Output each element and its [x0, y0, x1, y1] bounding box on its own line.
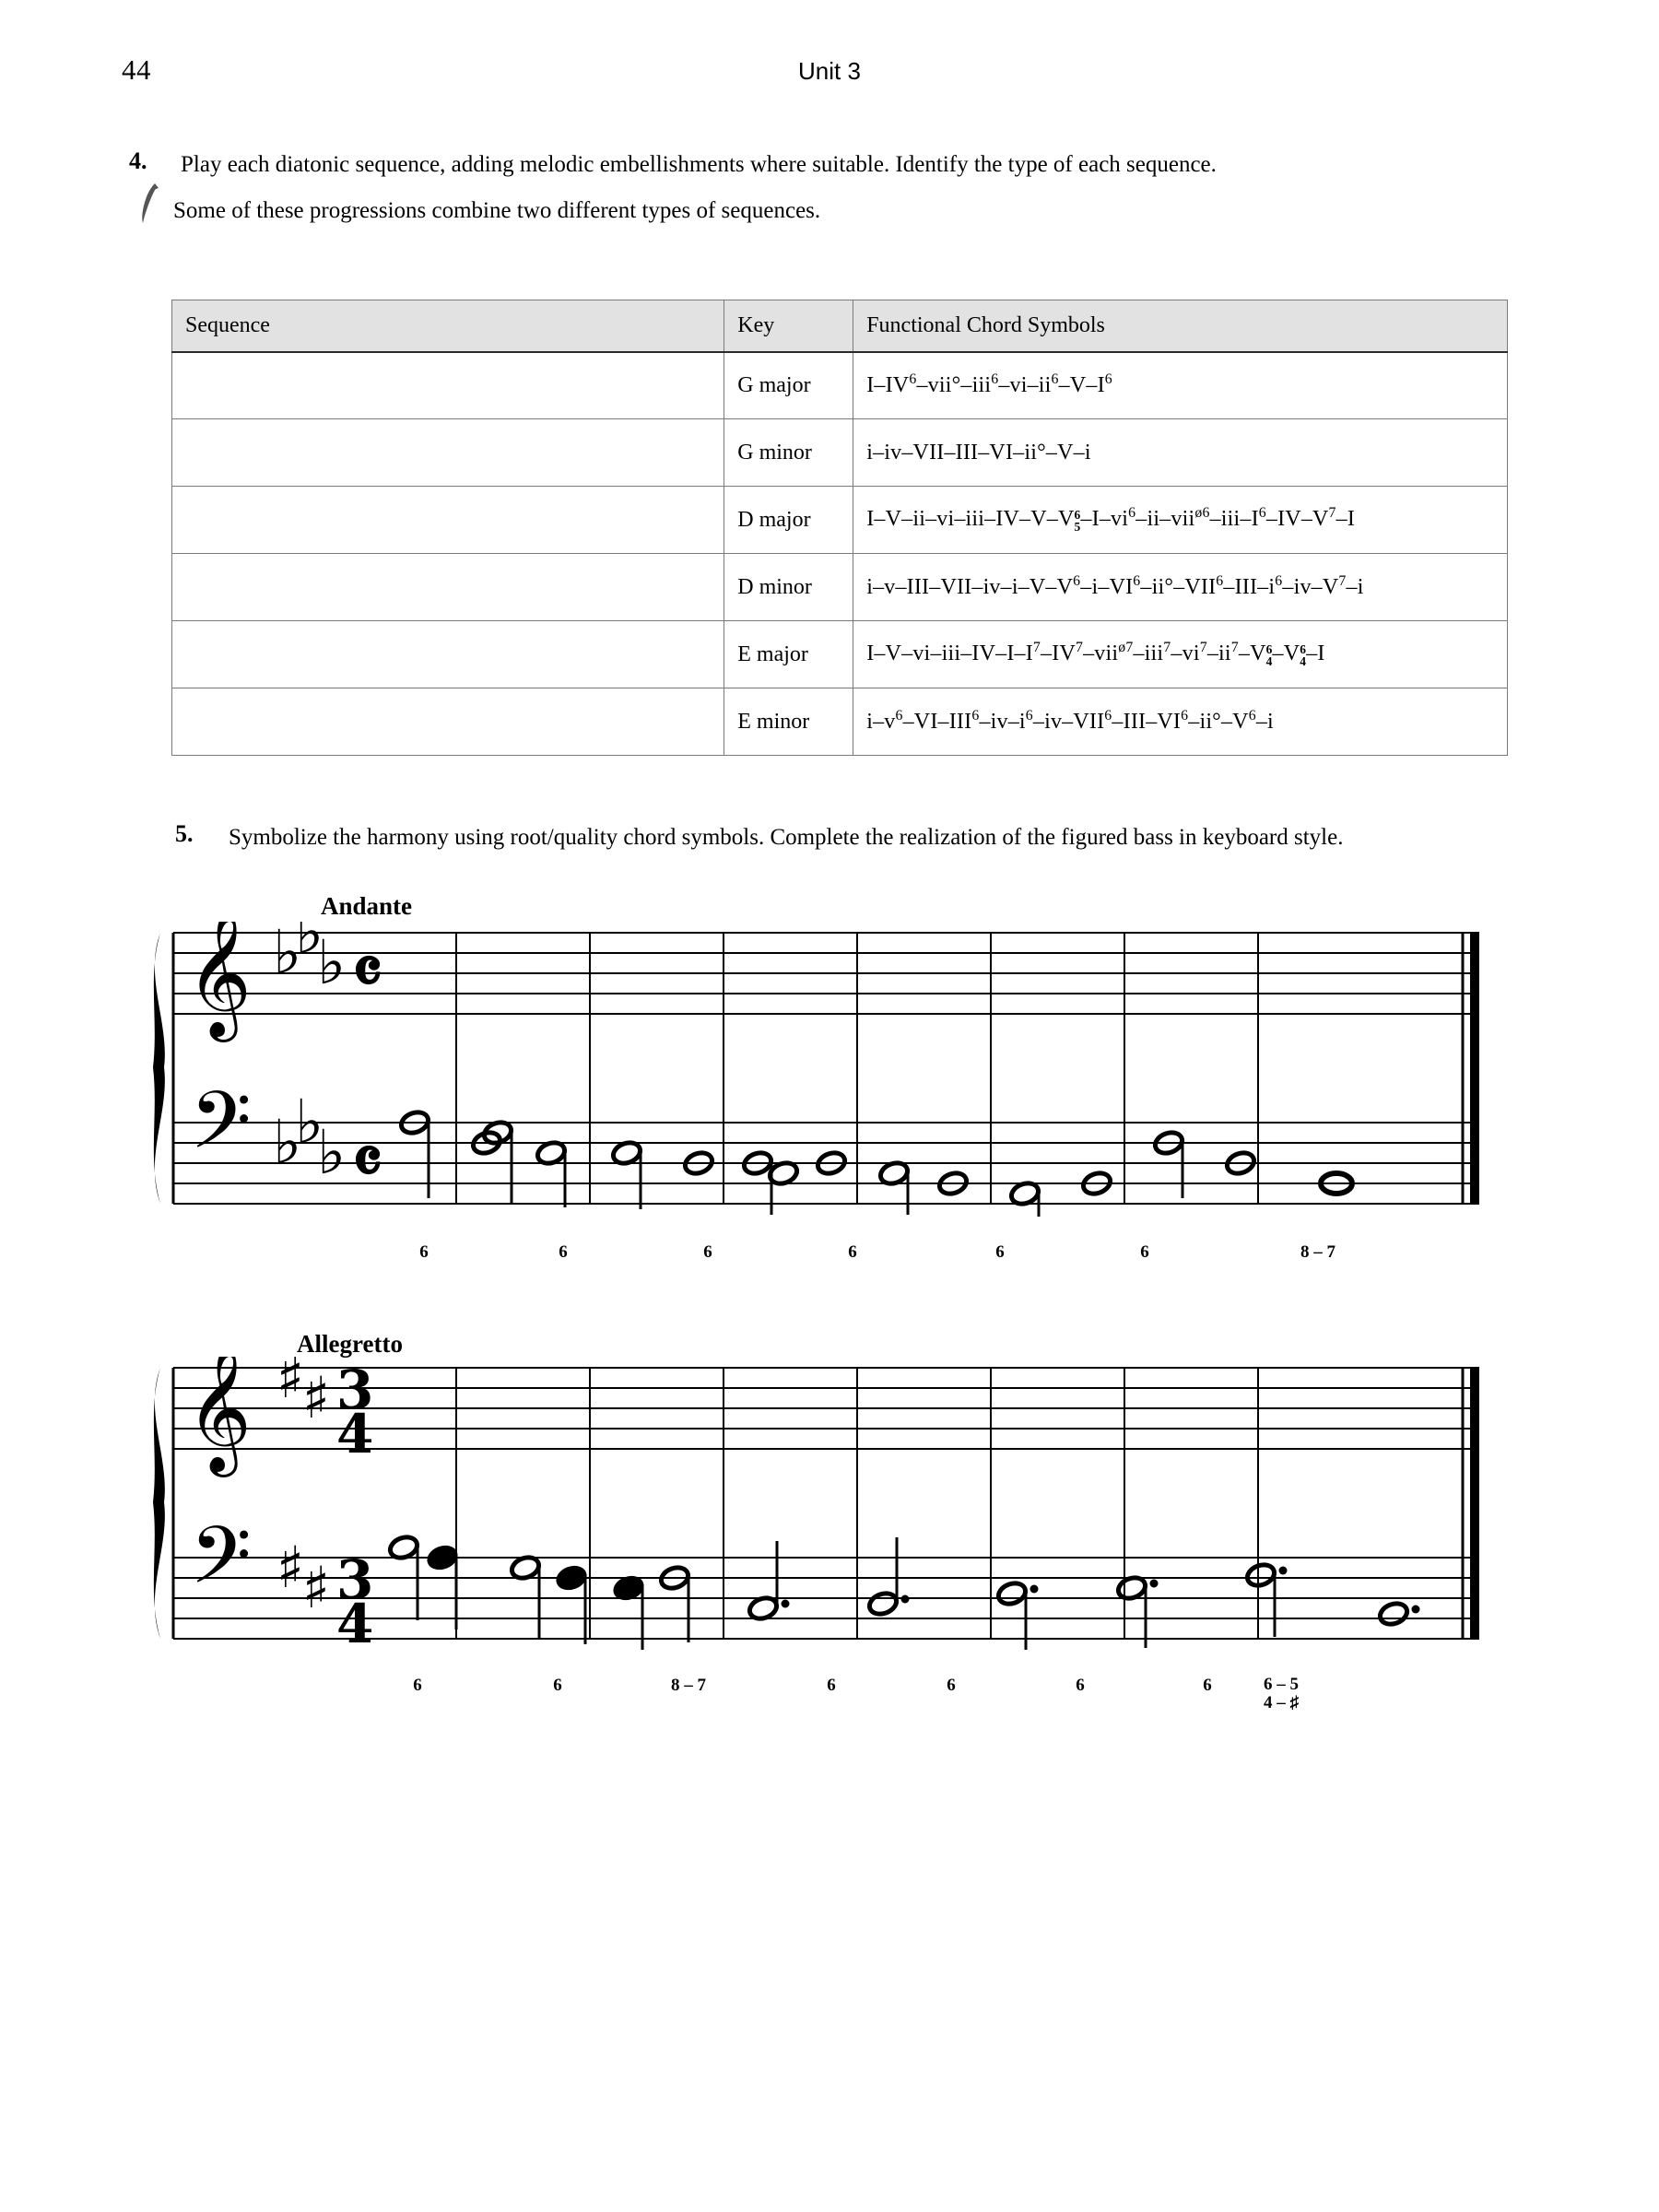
brace-icon: [153, 933, 165, 1204]
quill-icon: [136, 182, 160, 224]
key-cell: E major: [724, 621, 853, 688]
table-row: [172, 688, 1508, 756]
svg-text:♭: ♭: [295, 1087, 324, 1158]
exercise-5-number: 5.: [175, 820, 194, 847]
figure: 6: [413, 1676, 422, 1695]
exercise-4: [129, 147, 1489, 183]
tempo-marking-allegretto: Allegretto: [297, 1330, 403, 1358]
key-cell: D major: [724, 487, 853, 554]
sequence-answer-blank[interactable]: [172, 554, 724, 621]
svg-text:4: 4: [336, 1593, 374, 1652]
running-head: [0, 53, 1659, 90]
page-number: 44: [122, 53, 151, 86]
svg-text:♭: ♭: [295, 922, 324, 968]
exercise-4-note: [173, 198, 1371, 224]
note-head: [509, 1554, 541, 1639]
figure: 6: [419, 1242, 429, 1262]
svg-text:3: 3: [336, 1359, 374, 1421]
figure: 6: [1203, 1676, 1212, 1695]
svg-text:♯: ♯: [276, 1534, 305, 1601]
tempo-marking-andante: Andante: [321, 892, 413, 920]
table-header-row: [172, 300, 1508, 352]
key-signature-treble: [276, 1357, 330, 1431]
svg-text:♭: ♭: [273, 1107, 302, 1178]
table-row: [172, 621, 1508, 688]
key-signature-treble: [273, 922, 346, 998]
svg-text:♯: ♯: [302, 1364, 331, 1431]
sequence-answer-blank[interactable]: [172, 352, 724, 419]
figure: 6: [995, 1242, 1005, 1262]
time-signature-bass: 𝄴: [352, 1123, 383, 1202]
sequence-table: [171, 300, 1508, 756]
chords-cell: $I-V-vi-iii-IV-I-I^7-IV^7-vii^{ø7}-iii^7-vi^7-ii^7-V$ 6 4 –V 6 4 –I: [853, 621, 1508, 688]
figure: 8 – 7: [671, 1676, 706, 1695]
figured-bass-1: [138, 1242, 1521, 1279]
figure: 6: [703, 1242, 712, 1262]
chords-cell: i–iv–VII–III–VI–ii°–V–i: [853, 419, 1508, 487]
note-head: [877, 1159, 910, 1215]
note-head: [426, 1544, 458, 1630]
sequence-answer-blank[interactable]: [172, 621, 724, 688]
chords-cell: $I-IV^6-vii^\circ-iii^6-vi-ii^6-V-I^6$: [853, 352, 1508, 419]
note-head-dotted: [1377, 1600, 1419, 1628]
exercise-5-text: Symbolize the harmony using root/quality chord symbols. Complete the realization of the figured bass in keyboard style.: [229, 825, 1344, 850]
note-head: [555, 1564, 587, 1644]
svg-text:♭: ♭: [317, 927, 347, 998]
key-cell: E minor: [724, 688, 853, 756]
figure-stacked-top: 6 – 5: [1264, 1675, 1299, 1694]
exercise-4-note-text: Some of these progressions combine two different types of sequences.: [173, 198, 821, 223]
figure: 6: [1140, 1242, 1149, 1262]
note-head-dotted: [747, 1541, 789, 1622]
table-row: [172, 419, 1508, 487]
chords-cell: $i-v-III-VII-iv-i-V-V^6-i-VI^6-ii^\circ-VII^6-III-i^6-iv-V^7-i$: [853, 554, 1508, 621]
svg-text:3: 3: [336, 1548, 374, 1611]
table-row: [172, 554, 1508, 621]
note-head: [741, 1149, 773, 1215]
svg-text:♭: ♭: [317, 1117, 347, 1188]
figure: 6: [1076, 1676, 1085, 1695]
figure: 6: [559, 1242, 568, 1262]
sequence-answer-blank[interactable]: [172, 688, 724, 756]
note-head: [610, 1139, 642, 1209]
svg-text:4: 4: [336, 1403, 374, 1465]
time-signature-treble: 𝄴: [352, 933, 383, 1012]
note-head: [1008, 1180, 1041, 1217]
unit-title: Unit 3: [798, 57, 861, 85]
brace-icon: [153, 1368, 165, 1639]
figure-stacked-bottom: 4 – ♯: [1264, 1692, 1299, 1712]
note-head-dotted: [1244, 1561, 1287, 1637]
exercise-5: [175, 820, 1500, 856]
key-signature-bass: [276, 1534, 330, 1621]
table-body: [172, 352, 1508, 756]
bass-clef-icon: 𝄢: [190, 1509, 252, 1621]
bass-notes-2: [387, 1534, 1419, 1650]
exercise-4-number: 4.: [129, 147, 147, 174]
key-signature-bass: [273, 1087, 346, 1188]
chords-cell: I–V–ii–vi–iii–IV–V–V 6 5 $-I-vi^6-ii-vii^{ø6}-iii-I^6-IV-V^7-I$: [853, 487, 1508, 554]
column-header-functional-chord-symbols: Functional Chord Symbols: [853, 300, 1508, 352]
key-cell: G minor: [724, 419, 853, 487]
figure: 6: [947, 1676, 956, 1695]
column-header-key: Key: [724, 300, 853, 352]
treble-clef-icon: 𝄞: [186, 922, 252, 1037]
svg-text:♯: ♯: [302, 1554, 331, 1621]
figure: 6: [848, 1242, 857, 1262]
svg-text:♭: ♭: [273, 922, 302, 988]
time-signature-treble: [336, 1359, 373, 1465]
svg-text:♯: ♯: [276, 1357, 305, 1411]
treble-clef-icon: 𝄞: [186, 1357, 252, 1472]
key-cell: D minor: [724, 554, 853, 621]
music-system-1: [138, 922, 1521, 1221]
figure: 8 – 7: [1300, 1242, 1335, 1262]
music-system-2: [138, 1357, 1521, 1656]
sequence-answer-blank[interactable]: [172, 487, 724, 554]
figure-stacked: [1264, 1676, 1299, 1712]
note-head: [535, 1139, 567, 1207]
exercise-4-text: Play each diatonic sequence, adding melodic embellishments where suitable. Identify the type of each sequence.: [181, 152, 1217, 177]
grand-staff-2: [138, 1357, 1521, 1652]
bass-clef-icon: 𝄢: [190, 1074, 252, 1186]
table-row: [172, 352, 1508, 419]
figure: 6: [553, 1676, 562, 1695]
column-header-sequence: Sequence: [172, 300, 724, 352]
note-head-dotted: [1115, 1574, 1158, 1648]
table-row: [172, 487, 1508, 554]
time-signature-bass: [336, 1548, 373, 1652]
sequence-answer-blank[interactable]: [172, 419, 724, 487]
chords-cell: $i-v^6-VI-III^6-iv-i^6-iv-VII^6-III-VI^6-ii^\circ-V^6-i$: [853, 688, 1508, 756]
key-cell: G major: [724, 352, 853, 419]
figured-bass-2: [138, 1676, 1521, 1720]
figure: 6: [827, 1676, 836, 1695]
note-head: [658, 1564, 690, 1642]
grand-staff-1: [138, 922, 1521, 1217]
